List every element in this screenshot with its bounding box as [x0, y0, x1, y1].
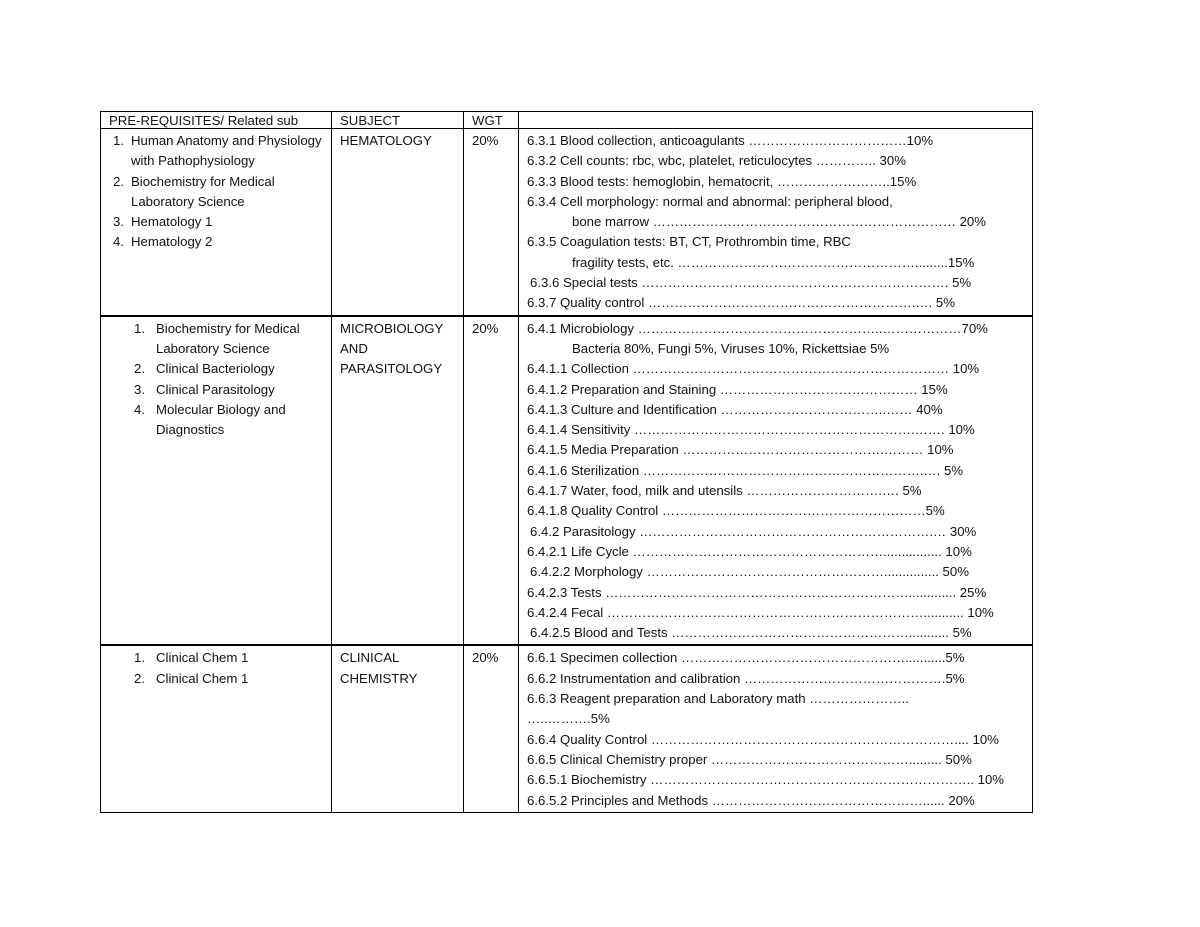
- prereq-cell: [101, 645, 332, 812]
- header-row: [101, 112, 1033, 129]
- list-item: 1. Clinical Chem 1: [134, 650, 249, 666]
- topic-line: 6.3.3 Blood tests: hemoglobin, hematocrit, ……………………..15%: [527, 173, 917, 189]
- subject-cell: [332, 645, 464, 812]
- weight-value: 20%: [472, 133, 499, 148]
- topic-line: 6.4.2.2 Morphology ………………………………………………............... 50%: [530, 564, 969, 580]
- weight-value: 20%: [472, 320, 499, 336]
- topic-line: 6.4.2.1 Life Cycle …………………………………………………................ 10%: [527, 543, 972, 559]
- list-item: 1. Human Anatomy and Physiology with Pathophysiology: [113, 133, 322, 169]
- topic-line: 6.4.2 Parasitology ………………………………………………………….… 30%: [530, 523, 977, 539]
- header-weight: WGT: [464, 112, 519, 129]
- topic-line: 6.4.1.2 Preparation and Staining ……………………………………… 15%: [527, 381, 948, 397]
- weight-cell: [464, 129, 519, 316]
- topic-line: bone marrow …………………………………………………………… 20%: [572, 214, 986, 230]
- topic-line: Bacteria 80%, Fungi 5%, Viruses 10%, Rickettsiae 5%: [572, 340, 890, 356]
- topic-line: 6.4.1.4 Sensitivity ……………………………………………………….……. 10%: [527, 422, 975, 438]
- topics-cell: [519, 316, 1033, 646]
- subject-name: HEMATOLOGY: [340, 133, 432, 148]
- list-item: 4. Hematology 2: [113, 234, 213, 250]
- prereq-cell: [101, 316, 332, 646]
- topic-line: 6.4.1.8 Quality Control ……………………………………………………5%: [527, 503, 945, 519]
- topic-line: 6.6.5.1 Biochemistry ……………………………………………………………….. 10%: [527, 772, 1005, 788]
- topic-line: 6.6.5.2 Principles and Methods …………………………………………...... 20%: [527, 792, 975, 808]
- list-item: 3. Hematology 1: [113, 214, 213, 230]
- prereq-cell: [101, 129, 332, 316]
- topic-line: 6.6.1 Specimen collection ……………………………………………...........5%: [527, 650, 965, 666]
- subject-name: AND: [340, 340, 368, 356]
- topic-line: 6.4.2.5 Blood and Tests ………………………………………………........... 5%: [530, 625, 972, 641]
- topic-line: 6.4.1.1 Collection ……………………………………………………………… 10%: [527, 361, 980, 377]
- weight-cell: [464, 645, 519, 812]
- prereq-list: [109, 319, 325, 441]
- topic-line: 6.4.1 Microbiology ………………………………………………..………………70%: [527, 320, 988, 336]
- syllabus-table: [100, 111, 1033, 813]
- topic-line: 6.3.6 Special tests ……………………………………………………………. 5%: [530, 275, 972, 291]
- topics-cell: [519, 645, 1033, 812]
- topic-line: 6.3.2 Cell counts: rbc, wbc, platelet, reticulocytes ………….. 30%: [527, 153, 906, 169]
- topic-line: 6.3.1 Blood collection, anticoagulants ………………………………10%: [527, 133, 934, 148]
- topic-line: 6.3.5 Coagulation tests: BT, CT, Prothrombin time, RBC: [527, 234, 851, 250]
- header-subject: SUBJECT: [332, 112, 464, 129]
- weight-value: 20%: [472, 650, 499, 666]
- prereq-list: [109, 131, 325, 253]
- topic-line: …..……….5%: [527, 711, 610, 727]
- subject-cell: [332, 129, 464, 316]
- topic-line: 6.6.3 Reagent preparation and Laboratory math …………………..: [527, 691, 909, 707]
- subject-name: CLINICAL: [340, 650, 400, 666]
- topic-line: 6.6.5 Clinical Chemistry proper ………………………………………......... 50%: [527, 751, 972, 767]
- list-item: 3. Clinical Parasitology: [134, 381, 275, 397]
- list-item: 2. Clinical Chem 1: [134, 670, 249, 686]
- table-row-clinical-chemistry: [101, 645, 1033, 812]
- subject-name: CHEMISTRY: [340, 670, 418, 686]
- topic-line: 6.3.4 Cell morphology: normal and abnormal: peripheral blood,: [527, 193, 893, 209]
- weight-cell: [464, 316, 519, 646]
- topic-line: 6.4.1.7 Water, food, milk and utensils ………………………….…. 5%: [527, 483, 922, 499]
- subject-name: PARASITOLOGY: [340, 361, 443, 377]
- subject-cell: [332, 316, 464, 646]
- header-prereq: PRE-REQUISITES/ Related sub: [101, 112, 332, 129]
- topic-line: 6.4.2.4 Fecal ………………………………………………………………........... 10%: [527, 604, 994, 620]
- topic-line: fragility tests, etc. ……………………………………………….........15%: [572, 254, 975, 270]
- list-item: 1. Biochemistry for Medical Laboratory Science: [134, 320, 300, 356]
- topic-line: 6.4.1.6 Sterilization ……………………………………………………….…. 5%: [527, 462, 963, 478]
- topic-line: 6.4.2.3 Tests ……………………………………………………………............. 25%: [527, 584, 987, 600]
- table-row-hematology: [101, 129, 1033, 316]
- topic-line: 6.3.7 Quality control …………………………………………………….…. 5%: [527, 295, 955, 311]
- topic-line: 6.4.1.3 Culture and Identification ………………………………..…… 40%: [527, 401, 943, 417]
- list-item: 2. Biochemistry for Medical Laboratory Science: [113, 173, 275, 209]
- header-topics: [519, 112, 1033, 129]
- topic-line: 6.6.4 Quality Control …………………………………………………………….... 10%: [527, 731, 999, 747]
- topics-cell: [519, 129, 1033, 316]
- topic-line: 6.6.2 Instrumentation and calibration ……………………………………….5%: [527, 670, 965, 686]
- topic-line: 6.4.1.5 Media Preparation ……………………………………….……… 10%: [527, 442, 954, 458]
- list-item: 2. Clinical Bacteriology: [134, 361, 275, 377]
- prereq-list: [109, 648, 325, 689]
- subject-name: MICROBIOLOGY: [340, 320, 444, 336]
- list-item: 4. Molecular Biology and Diagnostics: [134, 401, 286, 438]
- table-row-microbiology: [101, 316, 1033, 646]
